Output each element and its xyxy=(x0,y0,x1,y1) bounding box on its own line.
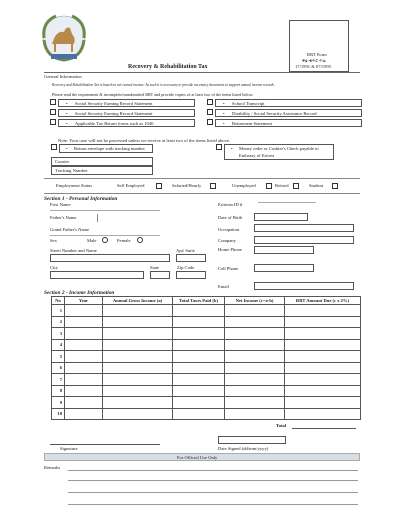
form-id-box xyxy=(289,20,349,72)
zip-input[interactable] xyxy=(176,271,206,279)
general-info-title: General Information xyxy=(44,74,82,79)
grandfathers-name-label: Grand Father's Name xyxy=(50,227,90,232)
net-income-cell[interactable] xyxy=(225,339,285,351)
employment-status-label: Employment Status xyxy=(56,183,93,188)
bullet-icon: • xyxy=(66,146,68,151)
home-phone-label: Home Phone xyxy=(218,247,242,252)
taxes-paid-cell[interactable] xyxy=(173,397,225,409)
year-cell[interactable] xyxy=(65,316,103,328)
row-number: 1 xyxy=(52,305,65,317)
year-cell[interactable] xyxy=(65,385,103,397)
taxes-paid-cell[interactable] xyxy=(173,385,225,397)
retired-checkbox[interactable] xyxy=(293,183,299,189)
fathers-name-label: Father's Name xyxy=(50,215,77,220)
taxes-paid-cell[interactable] xyxy=(173,305,225,317)
cell-phone-label: Cell Phone xyxy=(218,266,239,271)
doc-right-3-checkbox[interactable] xyxy=(207,119,213,125)
rrt-due-cell[interactable] xyxy=(285,408,361,420)
apt-input[interactable] xyxy=(176,254,206,262)
taxes-paid-cell[interactable] xyxy=(173,362,225,374)
table-row xyxy=(52,305,361,317)
net-income-cell[interactable] xyxy=(225,305,285,317)
gross-income-cell[interactable] xyxy=(103,362,173,374)
bullet-icon: • xyxy=(66,120,68,126)
taxes-paid-cell[interactable] xyxy=(173,374,225,386)
unemployed-checkbox[interactable] xyxy=(266,183,272,189)
male-label: Male xyxy=(87,238,97,243)
general-info-line1: Recovery and Rehabilitation Tax is based on net earned income. As such it is necessary to provide necessary documents to support annual income records. xyxy=(52,83,275,87)
dob-input[interactable] xyxy=(254,213,308,221)
income-table-header xyxy=(52,297,361,305)
col-net-income: Net Income (c=a-b) xyxy=(225,297,285,305)
income-table xyxy=(51,296,361,420)
doc-left-2-checkbox[interactable] xyxy=(50,109,56,115)
gross-income-cell[interactable] xyxy=(103,408,173,420)
date-signed-label: Date Signed (dd/mm/yyyy) xyxy=(218,446,269,451)
home-phone-input[interactable] xyxy=(254,246,314,254)
grandfathers-name-input[interactable] xyxy=(50,235,160,236)
signature-label: Signature xyxy=(60,446,78,451)
gross-income-cell[interactable] xyxy=(103,397,173,409)
net-income-cell[interactable] xyxy=(225,408,285,420)
year-cell[interactable] xyxy=(65,397,103,409)
rrt-due-cell[interactable] xyxy=(285,316,361,328)
taxes-paid-cell[interactable] xyxy=(173,339,225,351)
table-row xyxy=(52,385,361,397)
return-envelope-label: Return envelope with tracking number xyxy=(74,146,145,151)
row-number: 5 xyxy=(52,351,65,363)
female-radio[interactable] xyxy=(137,237,143,243)
sex-label: Sex xyxy=(50,238,57,243)
doc-left-1-checkbox[interactable] xyxy=(50,99,56,105)
doc-right-1-box xyxy=(215,99,362,107)
doc-left-3-box xyxy=(58,119,195,127)
unemployed-label: Unemployed xyxy=(232,183,256,188)
official-use-label: For Official Use Only xyxy=(177,454,218,460)
taxes-paid-cell[interactable] xyxy=(173,408,225,420)
net-income-cell[interactable] xyxy=(225,328,285,340)
col-year: Year xyxy=(65,297,103,305)
remarks-line-1[interactable] xyxy=(68,470,358,471)
rrt-due-cell[interactable] xyxy=(285,397,361,409)
street-label: Street Number and Name xyxy=(50,248,97,253)
taxes-paid-cell[interactable] xyxy=(173,351,225,363)
city-input[interactable] xyxy=(50,271,144,279)
tracking-number-label: Tracking Number xyxy=(55,168,88,173)
taxes-paid-cell[interactable] xyxy=(173,316,225,328)
row-number: 2 xyxy=(52,316,65,328)
row-number: 9 xyxy=(52,397,65,409)
state-label: State xyxy=(150,265,160,270)
emblem-logo xyxy=(34,8,94,66)
return-envelope-checkbox[interactable] xyxy=(51,144,57,150)
courier-field[interactable] xyxy=(51,157,153,166)
year-cell[interactable] xyxy=(65,328,103,340)
year-cell[interactable] xyxy=(65,305,103,317)
net-income-cell[interactable] xyxy=(225,362,285,374)
company-input[interactable] xyxy=(254,236,354,244)
form-title: Recovery & Rehabilitation Tax xyxy=(128,64,208,70)
table-row xyxy=(52,328,361,340)
money-order-line1: Money order or Cashier's Check payable to xyxy=(239,146,319,151)
fathers-name-input[interactable] xyxy=(97,214,98,222)
total-label: Total xyxy=(276,423,287,428)
row-number: 4 xyxy=(52,339,65,351)
rrt-due-cell[interactable] xyxy=(285,385,361,397)
col-rrt-due: RRT Amount Due (c x 2%) xyxy=(285,297,361,305)
rrt-due-cell[interactable] xyxy=(285,339,361,351)
table-row xyxy=(52,408,361,420)
street-input[interactable] xyxy=(50,254,170,262)
table-row xyxy=(52,397,361,409)
col-taxes-paid: Total Taxes Paid (b) xyxy=(173,297,225,305)
bullet-icon: • xyxy=(223,100,225,106)
courier-label: Courier xyxy=(55,159,70,164)
rrt-due-cell[interactable] xyxy=(285,362,361,374)
row-number: 8 xyxy=(52,385,65,397)
gross-income-cell[interactable] xyxy=(103,305,173,317)
self-employed-checkbox[interactable] xyxy=(156,183,162,189)
taxes-paid-cell[interactable] xyxy=(173,328,225,340)
net-income-cell[interactable] xyxy=(225,374,285,386)
year-cell[interactable] xyxy=(65,374,103,386)
first-name-label: First Name xyxy=(50,202,71,207)
male-radio[interactable] xyxy=(102,237,108,243)
official-use-bar xyxy=(44,453,360,461)
email-input[interactable] xyxy=(254,282,354,290)
row-number: 10 xyxy=(52,408,65,420)
doc-right-2-checkbox[interactable] xyxy=(207,109,213,115)
year-cell[interactable] xyxy=(65,339,103,351)
net-income-cell[interactable] xyxy=(225,397,285,409)
gross-income-cell[interactable] xyxy=(103,316,173,328)
doc-left-3-label: Applicable Tax Return forms such as 1040 xyxy=(75,120,154,126)
net-income-cell[interactable] xyxy=(225,351,285,363)
year-cell[interactable] xyxy=(65,408,103,420)
eritrean-id-label: Eritrean ID # xyxy=(218,202,243,207)
retired-label: Retired xyxy=(275,183,289,188)
form-id-line2: ቅፅ-ቁጥር ጥሬ xyxy=(302,58,326,63)
gross-income-cell[interactable] xyxy=(103,385,173,397)
doc-left-2-box xyxy=(58,109,195,117)
salaried-checkbox[interactable] xyxy=(210,183,216,189)
doc-right-2-label: Disability / Social Security Assistance Record xyxy=(232,110,317,116)
year-cell[interactable] xyxy=(65,362,103,374)
rrt-due-cell[interactable] xyxy=(285,328,361,340)
total-input[interactable] xyxy=(292,428,356,429)
self-employed-label: Self Employed xyxy=(117,183,145,188)
rrt-due-cell[interactable] xyxy=(285,305,361,317)
remarks-line-3[interactable] xyxy=(68,492,358,493)
date-signed-input[interactable] xyxy=(218,436,286,444)
doc-left-1-box xyxy=(58,99,195,107)
row-number: 7 xyxy=(52,374,65,386)
col-no: No xyxy=(52,297,65,305)
remarks-line-4[interactable] xyxy=(68,504,358,505)
employment-status-bar xyxy=(44,178,360,194)
rrt-due-cell[interactable] xyxy=(285,351,361,363)
city-label: City xyxy=(50,265,58,270)
general-info-line2: Please read the requirement & incomplete/unsubmitted RRT and provide copies of at least two of the items listed below. xyxy=(52,92,254,97)
table-row xyxy=(52,339,361,351)
gross-income-cell[interactable] xyxy=(103,374,173,386)
tracking-number-field[interactable] xyxy=(51,166,153,175)
section1-title: Section 1 - Personal Information xyxy=(44,196,118,202)
row-number: 6 xyxy=(52,362,65,374)
signature-line[interactable] xyxy=(50,444,160,445)
bullet-icon: • xyxy=(66,110,68,116)
zip-label: Zip Code xyxy=(177,265,195,270)
bullet-icon: • xyxy=(231,146,233,151)
female-label: Female xyxy=(117,238,131,243)
student-label: Student xyxy=(309,183,324,188)
doc-left-1-label: Social Security Earning Record Statement xyxy=(75,100,153,106)
return-envelope-box xyxy=(59,144,153,153)
year-cell[interactable] xyxy=(65,351,103,363)
doc-right-1-checkbox[interactable] xyxy=(207,99,213,105)
doc-left-2-label: Social Security Earning Record Statement xyxy=(75,110,153,116)
net-income-cell[interactable] xyxy=(225,316,285,328)
table-row xyxy=(52,362,361,374)
doc-right-3-label: Retirement Statement xyxy=(232,120,272,126)
bullet-icon: • xyxy=(223,120,225,126)
net-income-cell[interactable] xyxy=(225,385,285,397)
cell-phone-input[interactable] xyxy=(254,264,314,272)
money-order-line2: Embassy of Eritrea xyxy=(239,153,275,158)
remarks-line-2[interactable] xyxy=(68,480,358,481)
table-row xyxy=(52,374,361,386)
section2-title: Section 2 - Income Information xyxy=(44,290,115,296)
email-label: Email xyxy=(218,284,229,289)
salaried-label: Salaried/Hourly xyxy=(172,183,202,188)
apt-label: Apt/ Suite xyxy=(176,248,195,253)
gross-income-cell[interactable] xyxy=(103,339,173,351)
note-text: Note: Your case will not be processed unless we receive at least two of the items listed above. xyxy=(58,138,231,143)
doc-right-2-box xyxy=(215,109,362,117)
row-number: 3 xyxy=(52,328,65,340)
student-checkbox[interactable] xyxy=(332,183,338,189)
company-label: Company xyxy=(218,238,236,243)
state-input[interactable] xyxy=(150,271,170,279)
occupation-label: Occupation xyxy=(218,227,240,232)
bullet-icon: • xyxy=(223,110,225,116)
remarks-label: Remarks xyxy=(44,465,61,470)
dob-label: Date of Birth xyxy=(218,215,243,220)
money-order-checkbox[interactable] xyxy=(216,144,222,150)
table-row xyxy=(52,351,361,363)
occupation-input[interactable] xyxy=(254,224,354,232)
first-name-input[interactable] xyxy=(50,210,160,211)
table-row xyxy=(52,316,361,328)
doc-left-3-checkbox[interactable] xyxy=(50,119,56,125)
gross-income-cell[interactable] xyxy=(103,351,173,363)
header-divider xyxy=(44,72,360,73)
gross-income-cell[interactable] xyxy=(103,328,173,340)
bullet-icon: • xyxy=(66,100,68,106)
money-order-box xyxy=(224,144,334,160)
form-id-line3: 17/1991 & 07/1995 xyxy=(295,64,331,69)
form-id-line1: RRT Form xyxy=(307,52,327,57)
rrt-due-cell[interactable] xyxy=(285,374,361,386)
doc-right-1-label: School Transcript xyxy=(232,100,265,106)
doc-right-3-box xyxy=(215,119,362,127)
eritrean-id-input[interactable] xyxy=(258,202,316,203)
col-gross-income: Annual Gross Income (a) xyxy=(103,297,173,305)
